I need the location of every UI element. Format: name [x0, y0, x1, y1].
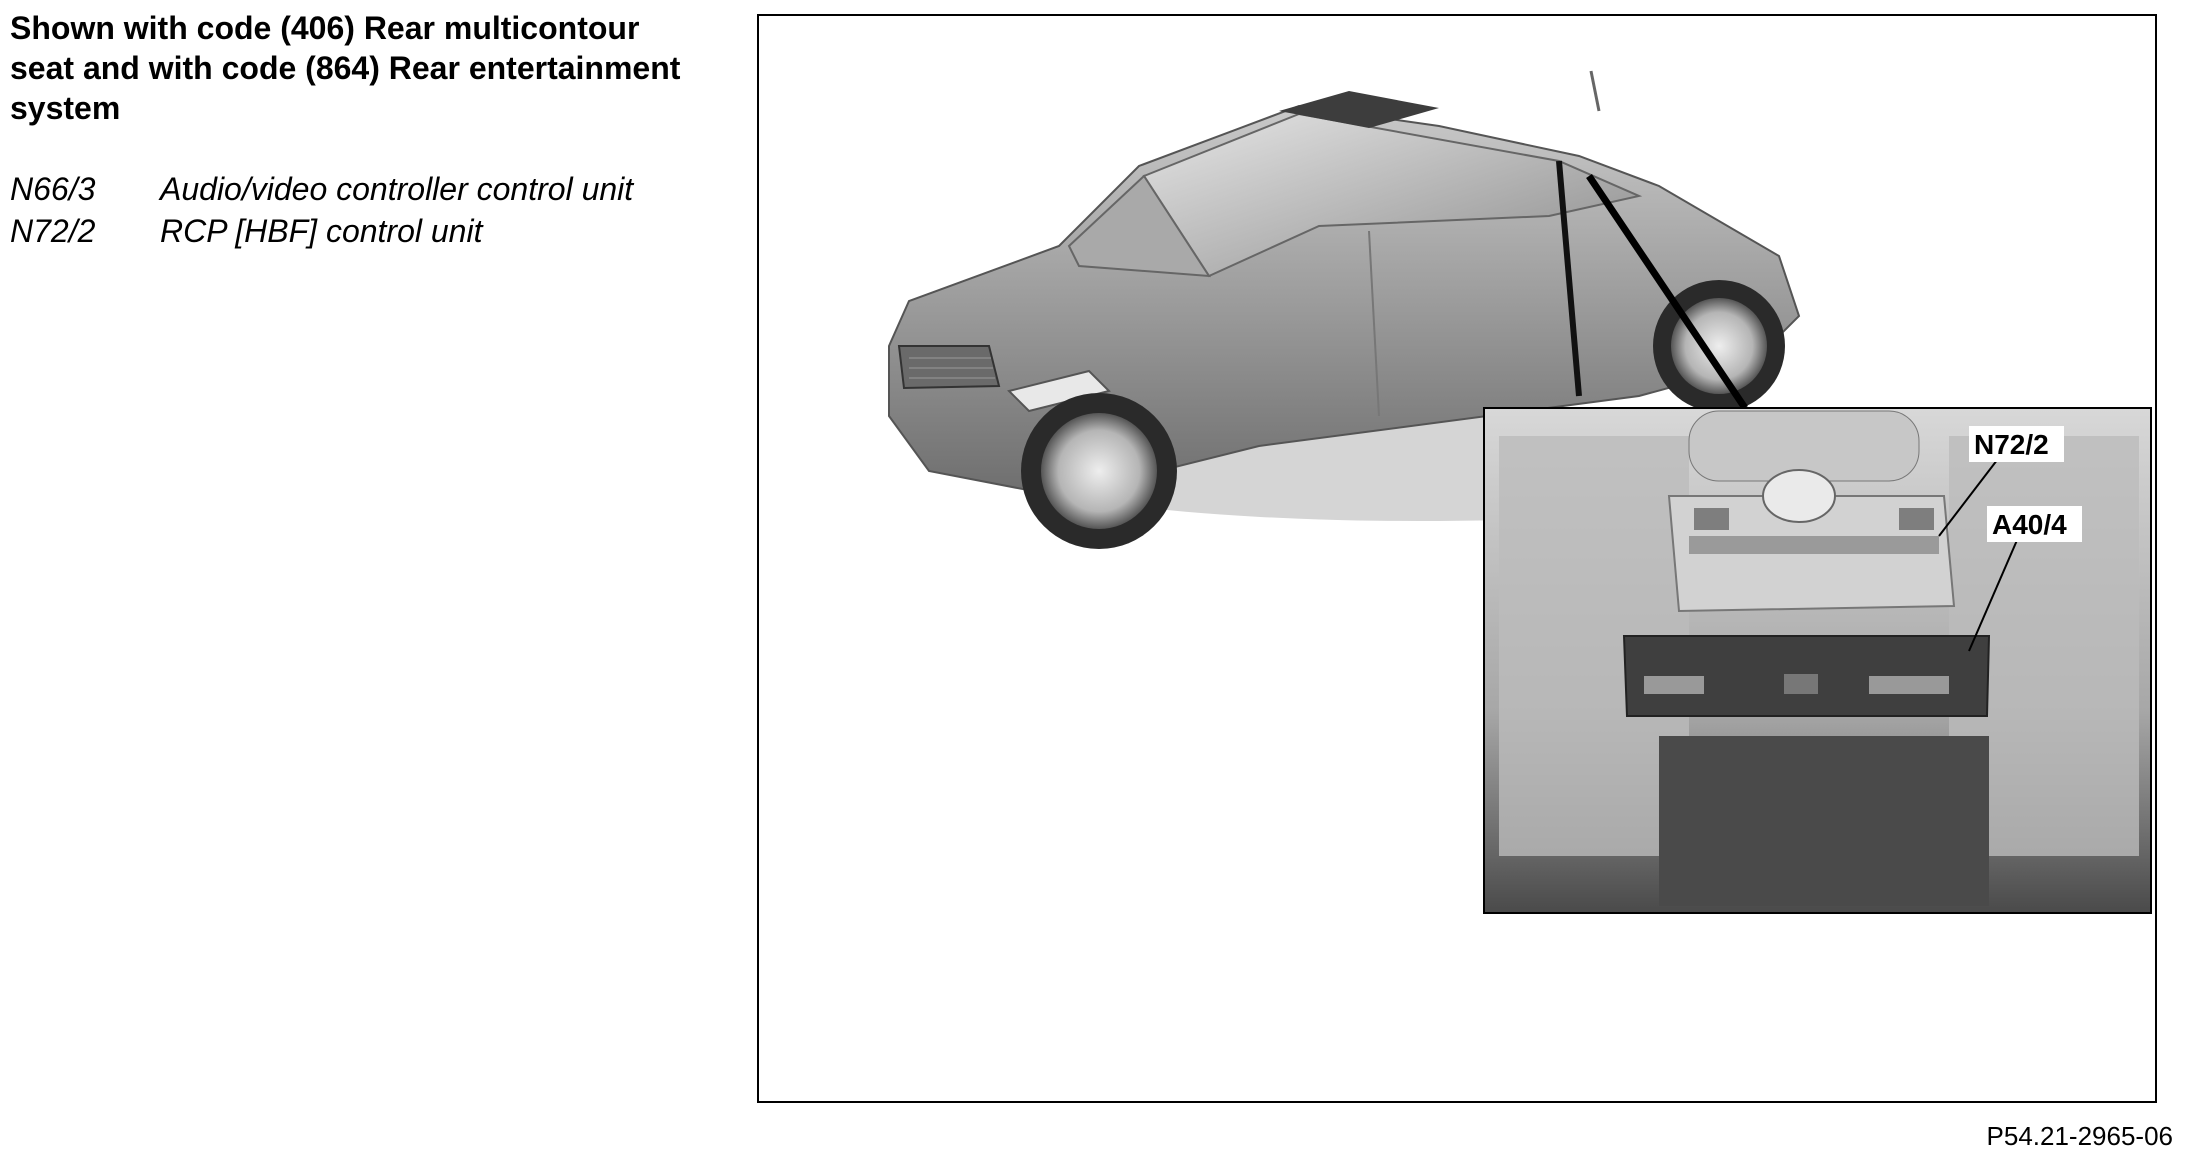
- legend-description: RCP [HBF] control unit: [160, 213, 483, 249]
- legend-code: N72/2: [10, 213, 96, 249]
- inset-photo: [1484, 408, 2151, 913]
- illustration-frame: [757, 14, 2157, 1103]
- legend-row: [10, 210, 710, 252]
- callout-n72-2: N72/2: [1974, 429, 2049, 460]
- legend-code: N66/3: [10, 171, 96, 207]
- component-legend: [10, 168, 710, 252]
- legend-row: [10, 168, 710, 210]
- legend-description: Audio/video controller control unit: [160, 171, 634, 207]
- callout-a40-4: A40/4: [1992, 509, 2067, 540]
- figure-reference: P54.21-2965-06: [1986, 1121, 2173, 1151]
- vehicle-illustration: [759, 16, 2155, 1101]
- page-heading: Shown with code (406) Rear multicontour seat and with code (864) Rear entertainment system: [10, 10, 681, 126]
